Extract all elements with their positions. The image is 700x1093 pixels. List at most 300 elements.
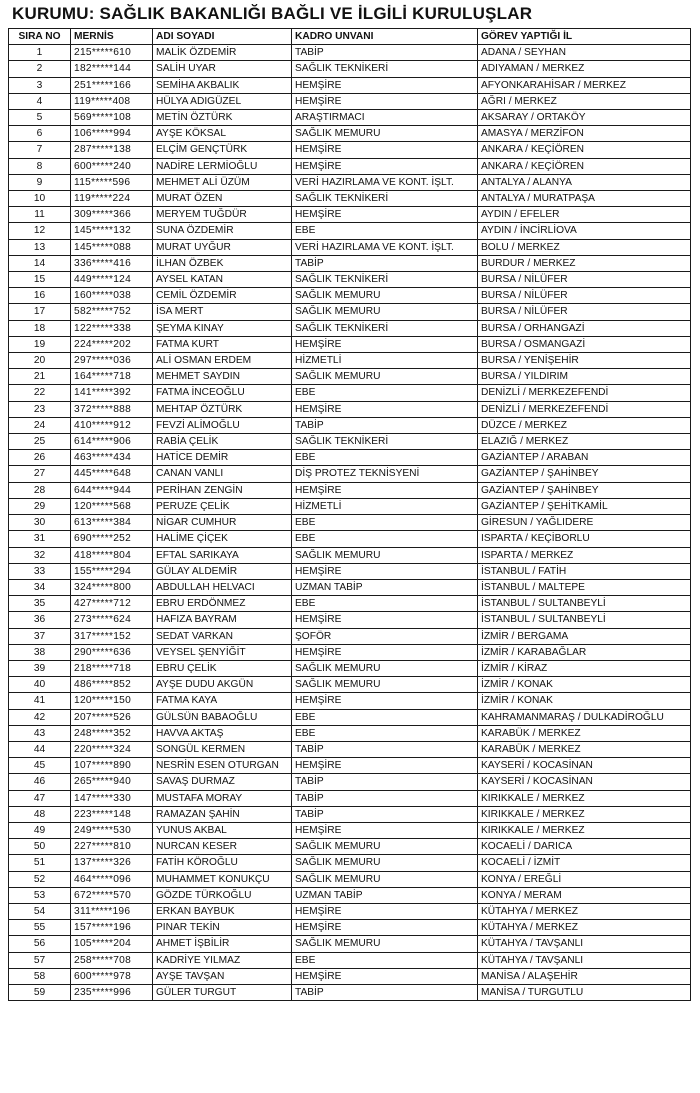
- cell-mernis: 258*****708: [71, 952, 153, 968]
- cell-adi-soyadi: EFTAL SARIKAYA: [153, 547, 292, 563]
- cell-sira-no: 53: [9, 887, 71, 903]
- cell-sira-no: 58: [9, 968, 71, 984]
- page-title: KURUMU: SAĞLIK BAKANLIĞI BAĞLI VE İLGİLİ KURULUŞLAR: [12, 4, 533, 23]
- cell-kadro-unvani: HEMŞİRE: [292, 77, 478, 93]
- cell-gorev-yaptigi-il: ELAZIĞ / MERKEZ: [478, 434, 691, 450]
- cell-adi-soyadi: PINAR TEKİN: [153, 920, 292, 936]
- cell-kadro-unvani: HEMŞİRE: [292, 482, 478, 498]
- cell-gorev-yaptigi-il: GAZİANTEP / ARABAN: [478, 450, 691, 466]
- cell-gorev-yaptigi-il: BOLU / MERKEZ: [478, 239, 691, 255]
- cell-adi-soyadi: İSA MERT: [153, 304, 292, 320]
- table-row: [9, 239, 691, 255]
- cell-gorev-yaptigi-il: DENİZLİ / MERKEZEFENDİ: [478, 401, 691, 417]
- cell-gorev-yaptigi-il: KIRIKKALE / MERKEZ: [478, 822, 691, 838]
- cell-adi-soyadi: MUSTAFA MORAY: [153, 790, 292, 806]
- table-row: [9, 806, 691, 822]
- cell-sira-no: 26: [9, 450, 71, 466]
- cell-sira-no: 30: [9, 515, 71, 531]
- table-row: [9, 223, 691, 239]
- cell-mernis: 248*****352: [71, 725, 153, 741]
- cell-adi-soyadi: EBRU ERDÖNMEZ: [153, 596, 292, 612]
- cell-sira-no: 57: [9, 952, 71, 968]
- table-row: [9, 920, 691, 936]
- table-row: [9, 887, 691, 903]
- table-row: [9, 936, 691, 952]
- cell-gorev-yaptigi-il: KIRIKKALE / MERKEZ: [478, 806, 691, 822]
- cell-gorev-yaptigi-il: KAYSERİ / KOCASİNAN: [478, 758, 691, 774]
- cell-mernis: 690*****252: [71, 531, 153, 547]
- table-body: [9, 45, 691, 1001]
- table-row: [9, 790, 691, 806]
- cell-sira-no: 22: [9, 385, 71, 401]
- cell-mernis: 672*****570: [71, 887, 153, 903]
- cell-sira-no: 4: [9, 93, 71, 109]
- cell-mernis: 418*****804: [71, 547, 153, 563]
- cell-kadro-unvani: SAĞLIK TEKNİKERİ: [292, 272, 478, 288]
- cell-sira-no: 27: [9, 466, 71, 482]
- cell-sira-no: 29: [9, 498, 71, 514]
- cell-adi-soyadi: SONGÜL KERMEN: [153, 741, 292, 757]
- cell-gorev-yaptigi-il: AĞRI / MERKEZ: [478, 93, 691, 109]
- cell-gorev-yaptigi-il: BURSA / YILDIRIM: [478, 369, 691, 385]
- cell-sira-no: 37: [9, 628, 71, 644]
- cell-kadro-unvani: HEMŞİRE: [292, 93, 478, 109]
- cell-gorev-yaptigi-il: ISPARTA / MERKEZ: [478, 547, 691, 563]
- table-row: [9, 952, 691, 968]
- table-row: [9, 839, 691, 855]
- header-sira-no: SIRA NO: [9, 29, 71, 45]
- cell-sira-no: 25: [9, 434, 71, 450]
- cell-mernis: 227*****810: [71, 839, 153, 855]
- cell-sira-no: 14: [9, 255, 71, 271]
- cell-kadro-unvani: HEMŞİRE: [292, 758, 478, 774]
- cell-kadro-unvani: SAĞLIK TEKNİKERİ: [292, 191, 478, 207]
- table-row: [9, 174, 691, 190]
- cell-kadro-unvani: SAĞLIK MEMURU: [292, 369, 478, 385]
- cell-adi-soyadi: ERKAN BAYBUK: [153, 903, 292, 919]
- header-mernis: MERNİS: [71, 29, 153, 45]
- cell-mernis: 317*****152: [71, 628, 153, 644]
- cell-mernis: 309*****366: [71, 207, 153, 223]
- cell-sira-no: 40: [9, 677, 71, 693]
- cell-gorev-yaptigi-il: MANİSA / ALAŞEHİR: [478, 968, 691, 984]
- cell-gorev-yaptigi-il: DENİZLİ / MERKEZEFENDİ: [478, 385, 691, 401]
- cell-gorev-yaptigi-il: BURSA / OSMANGAZİ: [478, 336, 691, 352]
- cell-adi-soyadi: HAVVA AKTAŞ: [153, 725, 292, 741]
- cell-adi-soyadi: SEMİHA AKBALIK: [153, 77, 292, 93]
- cell-mernis: 122*****338: [71, 320, 153, 336]
- cell-kadro-unvani: EBE: [292, 450, 478, 466]
- cell-mernis: 145*****132: [71, 223, 153, 239]
- table-row: [9, 466, 691, 482]
- cell-adi-soyadi: CEMİL ÖZDEMİR: [153, 288, 292, 304]
- cell-sira-no: 17: [9, 304, 71, 320]
- table-row: [9, 741, 691, 757]
- cell-gorev-yaptigi-il: İZMİR / KONAK: [478, 693, 691, 709]
- cell-kadro-unvani: EBE: [292, 531, 478, 547]
- cell-gorev-yaptigi-il: KÜTAHYA / MERKEZ: [478, 903, 691, 919]
- cell-kadro-unvani: SAĞLIK MEMURU: [292, 547, 478, 563]
- header-gorev-yaptigi-il: GÖREV YAPTIĞI İL: [478, 29, 691, 45]
- cell-mernis: 119*****408: [71, 93, 153, 109]
- table-row: [9, 596, 691, 612]
- table-row: [9, 531, 691, 547]
- cell-mernis: 644*****944: [71, 482, 153, 498]
- cell-adi-soyadi: HÜLYA ADIGÜZEL: [153, 93, 292, 109]
- cell-mernis: 220*****324: [71, 741, 153, 757]
- cell-kadro-unvani: TABİP: [292, 741, 478, 757]
- cell-adi-soyadi: NİGAR CUMHUR: [153, 515, 292, 531]
- cell-sira-no: 1: [9, 45, 71, 61]
- cell-sira-no: 23: [9, 401, 71, 417]
- cell-kadro-unvani: UZMAN TABİP: [292, 887, 478, 903]
- cell-mernis: 600*****240: [71, 158, 153, 174]
- cell-mernis: 449*****124: [71, 272, 153, 288]
- table-row: [9, 320, 691, 336]
- cell-adi-soyadi: CANAN VANLI: [153, 466, 292, 482]
- cell-sira-no: 48: [9, 806, 71, 822]
- cell-adi-soyadi: VEYSEL ŞENYİĞİT: [153, 644, 292, 660]
- cell-mernis: 147*****330: [71, 790, 153, 806]
- cell-gorev-yaptigi-il: ANTALYA / ALANYA: [478, 174, 691, 190]
- table-row: [9, 547, 691, 563]
- cell-adi-soyadi: MERYEM TUĞDÜR: [153, 207, 292, 223]
- cell-sira-no: 31: [9, 531, 71, 547]
- table-row: [9, 758, 691, 774]
- cell-gorev-yaptigi-il: KAYSERİ / KOCASİNAN: [478, 774, 691, 790]
- cell-gorev-yaptigi-il: İZMİR / KONAK: [478, 677, 691, 693]
- cell-adi-soyadi: NURCAN KESER: [153, 839, 292, 855]
- table-header-row: [9, 29, 691, 45]
- table-row: [9, 871, 691, 887]
- cell-sira-no: 28: [9, 482, 71, 498]
- cell-kadro-unvani: EBE: [292, 515, 478, 531]
- table-row: [9, 644, 691, 660]
- cell-adi-soyadi: HALİME ÇİÇEK: [153, 531, 292, 547]
- table-row: [9, 612, 691, 628]
- cell-gorev-yaptigi-il: KOCAELİ / İZMİT: [478, 855, 691, 871]
- cell-sira-no: 21: [9, 369, 71, 385]
- table-row: [9, 482, 691, 498]
- cell-sira-no: 2: [9, 61, 71, 77]
- table-row: [9, 660, 691, 676]
- cell-gorev-yaptigi-il: AKSARAY / ORTAKÖY: [478, 110, 691, 126]
- cell-gorev-yaptigi-il: KÜTAHYA / MERKEZ: [478, 920, 691, 936]
- cell-sira-no: 3: [9, 77, 71, 93]
- cell-gorev-yaptigi-il: BURSA / NİLÜFER: [478, 304, 691, 320]
- cell-mernis: 614*****906: [71, 434, 153, 450]
- cell-gorev-yaptigi-il: KÜTAHYA / TAVŞANLI: [478, 936, 691, 952]
- cell-gorev-yaptigi-il: ANKARA / KEÇİÖREN: [478, 158, 691, 174]
- cell-adi-soyadi: SAVAŞ DURMAZ: [153, 774, 292, 790]
- header-adi-soyadi: ADI SOYADI: [153, 29, 292, 45]
- cell-gorev-yaptigi-il: AYDIN / EFELER: [478, 207, 691, 223]
- table-row: [9, 45, 691, 61]
- cell-gorev-yaptigi-il: İZMİR / KİRAZ: [478, 660, 691, 676]
- cell-mernis: 464*****096: [71, 871, 153, 887]
- cell-gorev-yaptigi-il: ANTALYA / MURATPAŞA: [478, 191, 691, 207]
- cell-adi-soyadi: HATİCE DEMİR: [153, 450, 292, 466]
- cell-sira-no: 11: [9, 207, 71, 223]
- cell-sira-no: 20: [9, 353, 71, 369]
- cell-mernis: 120*****568: [71, 498, 153, 514]
- cell-kadro-unvani: SAĞLIK MEMURU: [292, 677, 478, 693]
- cell-sira-no: 49: [9, 822, 71, 838]
- cell-adi-soyadi: KADRİYE YILMAZ: [153, 952, 292, 968]
- cell-kadro-unvani: HEMŞİRE: [292, 822, 478, 838]
- cell-mernis: 613*****384: [71, 515, 153, 531]
- cell-mernis: 336*****416: [71, 255, 153, 271]
- table-row: [9, 369, 691, 385]
- cell-mernis: 372*****888: [71, 401, 153, 417]
- cell-kadro-unvani: SAĞLIK TEKNİKERİ: [292, 434, 478, 450]
- cell-kadro-unvani: EBE: [292, 385, 478, 401]
- cell-gorev-yaptigi-il: BURSA / ORHANGAZİ: [478, 320, 691, 336]
- cell-kadro-unvani: HEMŞİRE: [292, 158, 478, 174]
- cell-mernis: 249*****530: [71, 822, 153, 838]
- table-row: [9, 93, 691, 109]
- cell-mernis: 218*****718: [71, 660, 153, 676]
- cell-sira-no: 15: [9, 272, 71, 288]
- cell-kadro-unvani: VERİ HAZIRLAMA VE KONT. İŞLT.: [292, 174, 478, 190]
- table-row: [9, 272, 691, 288]
- cell-adi-soyadi: FEVZİ ALİMOĞLU: [153, 417, 292, 433]
- cell-mernis: 145*****088: [71, 239, 153, 255]
- cell-gorev-yaptigi-il: İSTANBUL / MALTEPE: [478, 579, 691, 595]
- cell-adi-soyadi: AHMET İŞBİLİR: [153, 936, 292, 952]
- cell-mernis: 445*****648: [71, 466, 153, 482]
- cell-kadro-unvani: EBE: [292, 725, 478, 741]
- cell-gorev-yaptigi-il: KÜTAHYA / TAVŞANLI: [478, 952, 691, 968]
- cell-kadro-unvani: EBE: [292, 709, 478, 725]
- cell-gorev-yaptigi-il: GAZİANTEP / ŞAHİNBEY: [478, 482, 691, 498]
- table-row: [9, 498, 691, 514]
- cell-kadro-unvani: HEMŞİRE: [292, 207, 478, 223]
- cell-gorev-yaptigi-il: AYDIN / İNCİRLİOVA: [478, 223, 691, 239]
- cell-kadro-unvani: SAĞLIK TEKNİKERİ: [292, 320, 478, 336]
- cell-adi-soyadi: FATİH KÖROĞLU: [153, 855, 292, 871]
- cell-mernis: 290*****636: [71, 644, 153, 660]
- table-row: [9, 77, 691, 93]
- cell-adi-soyadi: MURAT UYĞUR: [153, 239, 292, 255]
- table-row: [9, 434, 691, 450]
- cell-sira-no: 51: [9, 855, 71, 871]
- cell-adi-soyadi: AYSEL KATAN: [153, 272, 292, 288]
- cell-mernis: 207*****526: [71, 709, 153, 725]
- cell-gorev-yaptigi-il: MANİSA / TURGUTLU: [478, 984, 691, 1000]
- cell-mernis: 427*****712: [71, 596, 153, 612]
- cell-adi-soyadi: NESRİN ESEN OTURGAN: [153, 758, 292, 774]
- cell-sira-no: 6: [9, 126, 71, 142]
- cell-sira-no: 10: [9, 191, 71, 207]
- cell-gorev-yaptigi-il: GAZİANTEP / ŞAHİNBEY: [478, 466, 691, 482]
- cell-sira-no: 18: [9, 320, 71, 336]
- cell-gorev-yaptigi-il: ADANA / SEYHAN: [478, 45, 691, 61]
- cell-sira-no: 7: [9, 142, 71, 158]
- cell-adi-soyadi: MEHMET SAYDIN: [153, 369, 292, 385]
- personnel-table: [8, 28, 691, 1001]
- cell-kadro-unvani: TABİP: [292, 984, 478, 1000]
- cell-mernis: 155*****294: [71, 563, 153, 579]
- cell-gorev-yaptigi-il: AMASYA / MERZİFON: [478, 126, 691, 142]
- cell-sira-no: 38: [9, 644, 71, 660]
- cell-sira-no: 19: [9, 336, 71, 352]
- cell-gorev-yaptigi-il: KOCAELİ / DARICA: [478, 839, 691, 855]
- cell-mernis: 600*****978: [71, 968, 153, 984]
- cell-adi-soyadi: AYŞE DUDU AKGÜN: [153, 677, 292, 693]
- cell-kadro-unvani: HEMŞİRE: [292, 920, 478, 936]
- cell-adi-soyadi: RABİA ÇELİK: [153, 434, 292, 450]
- table-row: [9, 110, 691, 126]
- cell-kadro-unvani: HEMŞİRE: [292, 336, 478, 352]
- cell-kadro-unvani: HİZMETLİ: [292, 498, 478, 514]
- cell-sira-no: 59: [9, 984, 71, 1000]
- cell-kadro-unvani: SAĞLIK MEMURU: [292, 936, 478, 952]
- cell-adi-soyadi: AYŞE TAVŞAN: [153, 968, 292, 984]
- cell-sira-no: 33: [9, 563, 71, 579]
- cell-sira-no: 9: [9, 174, 71, 190]
- cell-adi-soyadi: EBRU ÇELİK: [153, 660, 292, 676]
- cell-gorev-yaptigi-il: KARABÜK / MERKEZ: [478, 741, 691, 757]
- cell-gorev-yaptigi-il: İZMİR / KARABAĞLAR: [478, 644, 691, 660]
- cell-kadro-unvani: SAĞLIK MEMURU: [292, 871, 478, 887]
- table-row: [9, 450, 691, 466]
- cell-sira-no: 35: [9, 596, 71, 612]
- cell-mernis: 115*****596: [71, 174, 153, 190]
- cell-mernis: 311*****196: [71, 903, 153, 919]
- cell-sira-no: 55: [9, 920, 71, 936]
- cell-sira-no: 41: [9, 693, 71, 709]
- cell-adi-soyadi: YUNUS AKBAL: [153, 822, 292, 838]
- cell-kadro-unvani: SAĞLIK MEMURU: [292, 855, 478, 871]
- cell-gorev-yaptigi-il: DÜZCE / MERKEZ: [478, 417, 691, 433]
- cell-gorev-yaptigi-il: KONYA / EREĞLİ: [478, 871, 691, 887]
- cell-gorev-yaptigi-il: İSTANBUL / SULTANBEYLİ: [478, 612, 691, 628]
- cell-kadro-unvani: UZMAN TABİP: [292, 579, 478, 595]
- table-row: [9, 191, 691, 207]
- cell-kadro-unvani: ARAŞTIRMACI: [292, 110, 478, 126]
- cell-sira-no: 56: [9, 936, 71, 952]
- cell-kadro-unvani: HEMŞİRE: [292, 563, 478, 579]
- cell-mernis: 297*****036: [71, 353, 153, 369]
- table-row: [9, 304, 691, 320]
- cell-sira-no: 54: [9, 903, 71, 919]
- cell-kadro-unvani: HİZMETLİ: [292, 353, 478, 369]
- cell-mernis: 223*****148: [71, 806, 153, 822]
- cell-gorev-yaptigi-il: ADIYAMAN / MERKEZ: [478, 61, 691, 77]
- cell-kadro-unvani: SAĞLIK MEMURU: [292, 839, 478, 855]
- cell-sira-no: 5: [9, 110, 71, 126]
- cell-mernis: 105*****204: [71, 936, 153, 952]
- cell-mernis: 235*****996: [71, 984, 153, 1000]
- cell-gorev-yaptigi-il: İSTANBUL / SULTANBEYLİ: [478, 596, 691, 612]
- cell-adi-soyadi: ALİ OSMAN ERDEM: [153, 353, 292, 369]
- cell-sira-no: 36: [9, 612, 71, 628]
- table-row: [9, 126, 691, 142]
- cell-adi-soyadi: ABDULLAH HELVACI: [153, 579, 292, 595]
- cell-kadro-unvani: SAĞLIK MEMURU: [292, 660, 478, 676]
- cell-sira-no: 34: [9, 579, 71, 595]
- cell-sira-no: 39: [9, 660, 71, 676]
- cell-adi-soyadi: HAFIZA BAYRAM: [153, 612, 292, 628]
- cell-gorev-yaptigi-il: BURSA / NİLÜFER: [478, 288, 691, 304]
- table-row: [9, 158, 691, 174]
- cell-sira-no: 47: [9, 790, 71, 806]
- table-row: [9, 725, 691, 741]
- cell-adi-soyadi: NADİRE LERMİOĞLU: [153, 158, 292, 174]
- cell-adi-soyadi: PERİHAN ZENGİN: [153, 482, 292, 498]
- cell-sira-no: 8: [9, 158, 71, 174]
- table-row: [9, 255, 691, 271]
- cell-sira-no: 42: [9, 709, 71, 725]
- cell-kadro-unvani: EBE: [292, 952, 478, 968]
- cell-mernis: 486*****852: [71, 677, 153, 693]
- cell-sira-no: 43: [9, 725, 71, 741]
- cell-mernis: 182*****144: [71, 61, 153, 77]
- cell-mernis: 107*****890: [71, 758, 153, 774]
- cell-kadro-unvani: TABİP: [292, 790, 478, 806]
- cell-mernis: 265*****940: [71, 774, 153, 790]
- cell-adi-soyadi: METİN ÖZTÜRK: [153, 110, 292, 126]
- table-row: [9, 288, 691, 304]
- table-row: [9, 336, 691, 352]
- cell-kadro-unvani: SAĞLIK MEMURU: [292, 126, 478, 142]
- cell-mernis: 463*****434: [71, 450, 153, 466]
- cell-gorev-yaptigi-il: GAZİANTEP / ŞEHİTKAMİL: [478, 498, 691, 514]
- cell-mernis: 569*****108: [71, 110, 153, 126]
- cell-kadro-unvani: TABİP: [292, 806, 478, 822]
- cell-mernis: 164*****718: [71, 369, 153, 385]
- cell-mernis: 324*****800: [71, 579, 153, 595]
- cell-kadro-unvani: TABİP: [292, 45, 478, 61]
- cell-adi-soyadi: SEDAT VARKAN: [153, 628, 292, 644]
- cell-kadro-unvani: SAĞLIK MEMURU: [292, 304, 478, 320]
- cell-sira-no: 16: [9, 288, 71, 304]
- table-row: [9, 401, 691, 417]
- cell-gorev-yaptigi-il: KAHRAMANMARAŞ / DULKADİROĞLU: [478, 709, 691, 725]
- table-row: [9, 353, 691, 369]
- cell-gorev-yaptigi-il: BURSA / YENİŞEHİR: [478, 353, 691, 369]
- cell-adi-soyadi: AYŞE KÖKSAL: [153, 126, 292, 142]
- cell-sira-no: 12: [9, 223, 71, 239]
- table-row: [9, 61, 691, 77]
- table-row: [9, 628, 691, 644]
- cell-kadro-unvani: SAĞLIK TEKNİKERİ: [292, 61, 478, 77]
- cell-kadro-unvani: SAĞLIK MEMURU: [292, 288, 478, 304]
- table-row: [9, 207, 691, 223]
- cell-adi-soyadi: SUNA ÖZDEMİR: [153, 223, 292, 239]
- cell-kadro-unvani: HEMŞİRE: [292, 401, 478, 417]
- cell-kadro-unvani: ŞOFÖR: [292, 628, 478, 644]
- cell-kadro-unvani: HEMŞİRE: [292, 612, 478, 628]
- cell-adi-soyadi: SALİH UYAR: [153, 61, 292, 77]
- cell-mernis: 410*****912: [71, 417, 153, 433]
- cell-sira-no: 45: [9, 758, 71, 774]
- cell-sira-no: 52: [9, 871, 71, 887]
- table-row: [9, 563, 691, 579]
- cell-gorev-yaptigi-il: GİRESUN / YAĞLIDERE: [478, 515, 691, 531]
- cell-kadro-unvani: EBE: [292, 223, 478, 239]
- header-kadro-unvani: KADRO UNVANI: [292, 29, 478, 45]
- cell-adi-soyadi: MEHMET ALİ ÜZÜM: [153, 174, 292, 190]
- cell-sira-no: 44: [9, 741, 71, 757]
- cell-adi-soyadi: GÜLAY ALDEMİR: [153, 563, 292, 579]
- cell-kadro-unvani: HEMŞİRE: [292, 903, 478, 919]
- cell-kadro-unvani: TABİP: [292, 774, 478, 790]
- table-row: [9, 579, 691, 595]
- table-row: [9, 822, 691, 838]
- table-row: [9, 855, 691, 871]
